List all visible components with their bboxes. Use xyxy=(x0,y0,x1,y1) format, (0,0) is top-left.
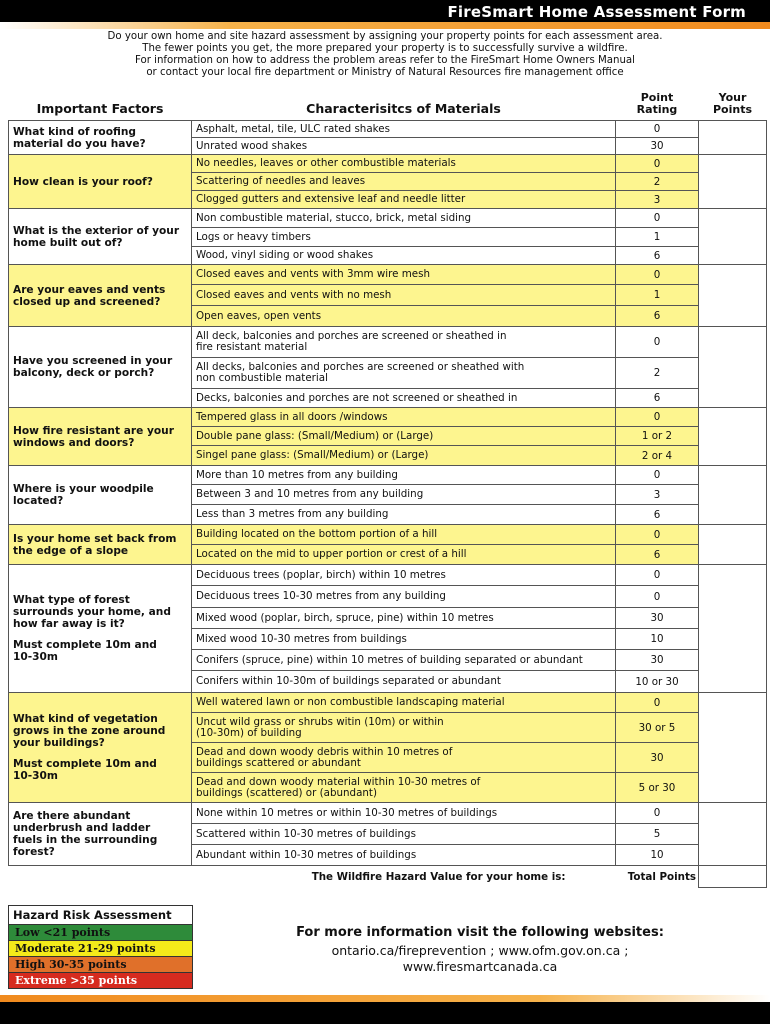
factor-question-line: closed up and screened? xyxy=(13,295,161,308)
factor-question-line: your buildings? xyxy=(13,737,105,749)
factor-question xyxy=(9,121,192,155)
characteristic-cell: Scattering of needles and leaves xyxy=(192,173,616,191)
point-rating-cell: 0 xyxy=(616,586,699,608)
point-rating-cell: 10 or 30 xyxy=(616,671,699,693)
factor-question xyxy=(9,466,192,525)
characteristic-cell: Tempered glass in all doors /windows xyxy=(192,408,616,427)
table-row xyxy=(9,155,767,173)
characteristic-cell: Between 3 and 10 metres from any building xyxy=(192,485,616,505)
factor-question-line: 10-30m xyxy=(13,770,58,782)
characteristic-line: buildings scattered or abundant xyxy=(196,756,361,769)
characteristic-line: (10-30m) of building xyxy=(196,726,302,739)
your-points-field[interactable] xyxy=(699,155,767,209)
footer-black-band xyxy=(0,1002,770,1024)
factor-question-line: What kind of roofing xyxy=(13,125,136,138)
point-rating-cell: 2 or 4 xyxy=(616,446,699,466)
point-rating-cell: 30 or 5 xyxy=(616,713,699,743)
characteristic-cell: Deciduous trees (poplar, birch) within 10 metres xyxy=(192,565,616,586)
intro-line: Do your own home and site hazard assessment by assigning your property points for each assessment area. xyxy=(107,31,663,42)
factor-question xyxy=(9,693,192,803)
factors-header: Important Factors xyxy=(36,101,164,116)
point-rating-cell: 30 xyxy=(616,608,699,629)
factor-question-line: located? xyxy=(13,495,64,507)
point-rating-cell: 6 xyxy=(616,306,699,327)
point-rating-cell: 0 xyxy=(616,265,699,285)
point-rating-cell: 5 or 30 xyxy=(616,773,699,803)
more-info xyxy=(200,925,760,975)
table-row xyxy=(9,121,767,138)
total-points-label: Total Points xyxy=(627,870,696,883)
factor-question-line: underbrush and ladder xyxy=(13,822,151,834)
point-rating-cell: 1 xyxy=(616,285,699,306)
factor-question-line: balcony, deck or porch? xyxy=(13,367,155,379)
intro-line: For information on how to address the problem areas refer to the FireSmart Home Owners Manual xyxy=(134,55,636,66)
your-points-field[interactable] xyxy=(699,209,767,265)
factor-question-line: What type of forest xyxy=(13,594,130,606)
point-rating-cell: 0 xyxy=(616,155,699,173)
table-row xyxy=(9,327,767,358)
footer-orange-stripe xyxy=(0,995,770,1002)
your-points-field[interactable] xyxy=(699,265,767,327)
table-header-row xyxy=(9,90,767,121)
point-rating-cell: 6 xyxy=(616,389,699,408)
characteristic-cell: Building located on the bottom portion of a hill xyxy=(192,525,616,545)
point-rating-cell: 1 or 2 xyxy=(616,427,699,446)
point-rating-cell: 6 xyxy=(616,545,699,565)
factor-question-line xyxy=(13,749,187,758)
characteristic-cell: Conifers (spruce, pine) within 10 metres of building separated or abundant xyxy=(192,650,616,671)
characteristic-cell: Abundant within 10-30 metres of buildings xyxy=(192,845,616,866)
characteristic-line: Dead and down woody debris within 10 metres of xyxy=(196,745,453,758)
factor-question xyxy=(9,209,192,265)
point-rating-cell: 2 xyxy=(616,173,699,191)
factor-question-line: home built out of? xyxy=(13,236,123,249)
characteristic-cell: Unrated wood shakes xyxy=(192,138,616,155)
point-rating-cell: 30 xyxy=(616,138,699,155)
form-title: FireSmart Home Assessment Form xyxy=(447,3,746,21)
total-points-field[interactable] xyxy=(699,866,767,888)
point-rating-cell: 0 xyxy=(616,565,699,586)
your-points-field[interactable] xyxy=(699,525,767,565)
point-rating-cell: 0 xyxy=(616,327,699,358)
point-rating-cell: 30 xyxy=(616,743,699,773)
your-points-header xyxy=(699,90,767,121)
characteristic-cell: Conifers within 10-30m of buildings separated or abundant xyxy=(192,671,616,693)
table-row xyxy=(9,408,767,427)
table-row xyxy=(9,565,767,586)
factor-question-line: the edge of a slope xyxy=(13,544,129,557)
table-row xyxy=(9,803,767,824)
characteristic-cell: No needles, leaves or other combustible materials xyxy=(192,155,616,173)
your-points-field[interactable] xyxy=(699,803,767,866)
factor-question-line: Are there abundant xyxy=(13,810,131,822)
factor-question-line: Where is your woodpile xyxy=(13,483,154,495)
characteristic-line: fire resistant material xyxy=(196,341,308,353)
your-points-field[interactable] xyxy=(699,565,767,693)
table-footer-row xyxy=(9,866,767,888)
intro-line: The fewer points you get, the more prepared your property is to successfully survive a wildfire. xyxy=(142,43,628,54)
point-rating-cell: 0 xyxy=(616,121,699,138)
factor-question-line: Must complete 10m and xyxy=(13,639,157,651)
characteristic-cell: Deciduous trees 10-30 metres from any building xyxy=(192,586,616,608)
table-row xyxy=(9,265,767,285)
point-rating-cell: 0 xyxy=(616,209,699,228)
point-rating-cell: 3 xyxy=(616,485,699,505)
header-bar xyxy=(0,0,770,26)
your-points-field[interactable] xyxy=(699,466,767,525)
characteristic-line: All decks, balconies and porches are screened or sheathed with xyxy=(196,361,525,373)
point-rating-cell: 30 xyxy=(616,650,699,671)
your-points-header-line2: Points xyxy=(712,103,753,116)
assessment-table xyxy=(8,90,767,888)
characteristic-cell: Scattered within 10-30 metres of buildings xyxy=(192,824,616,845)
header-orange-stripe xyxy=(0,22,770,29)
characteristic-cell xyxy=(192,327,616,358)
factor-question-line: Have you screened in your xyxy=(13,355,173,367)
characteristic-cell: Open eaves, open vents xyxy=(192,306,616,327)
more-info-links-line1[interactable]: ontario.ca/fireprevention ; www.ofm.gov.on.ca ; xyxy=(331,943,629,958)
table-row xyxy=(9,693,767,713)
characteristic-cell: More than 10 metres from any building xyxy=(192,466,616,485)
your-points-field[interactable] xyxy=(699,693,767,803)
characteristic-cell: Singel pane glass: (Small/Medium) or (Large) xyxy=(192,446,616,466)
characteristic-cell: Decks, balconies and porches are not screened or sheathed in xyxy=(192,389,616,408)
factor-question xyxy=(9,155,192,209)
characteristic-cell: Closed eaves and vents with no mesh xyxy=(192,285,616,306)
characteristic-cell xyxy=(192,773,616,803)
risk-level-extreme: Extreme >35 points xyxy=(9,972,192,988)
factor-question xyxy=(9,803,192,866)
characteristic-cell: Asphalt, metal, tile, ULC rated shakes xyxy=(192,121,616,138)
characteristic-line: Dead and down woody material within 10-30 metres of xyxy=(196,775,481,788)
characteristic-cell xyxy=(192,358,616,389)
factor-question-line: How fire resistant are your xyxy=(13,424,174,437)
characteristic-cell: None within 10 metres or within 10-30 metres of buildings xyxy=(192,803,616,824)
factor-question-line: fuels in the surrounding xyxy=(13,834,158,846)
characteristic-cell: Non combustible material, stucco, brick, metal siding xyxy=(192,209,616,228)
hazard-value-label: The Wildfire Hazard Value for your home is: xyxy=(311,870,566,883)
characteristic-cell: Clogged gutters and extensive leaf and needle litter xyxy=(192,191,616,209)
your-points-header-line1: Your xyxy=(718,91,747,104)
intro-text xyxy=(40,31,730,79)
point-rating-cell: 3 xyxy=(616,191,699,209)
point-rating-cell: 10 xyxy=(616,629,699,650)
factor-question-line: What kind of vegetation xyxy=(13,713,158,725)
hazard-risk-legend xyxy=(8,905,193,989)
point-rating-cell: 0 xyxy=(616,466,699,485)
characteristic-cell: Double pane glass: (Small/Medium) or (Large) xyxy=(192,427,616,446)
factor-question-line: Are your eaves and vents xyxy=(13,283,166,296)
factor-question xyxy=(9,525,192,565)
table-row xyxy=(9,209,767,228)
factor-question-line: how far away is it? xyxy=(13,618,125,630)
factor-question-line: Must complete 10m and xyxy=(13,758,157,770)
more-info-heading: For more information visit the following websites: xyxy=(296,925,664,940)
point-rating-cell: 6 xyxy=(616,505,699,525)
characteristics-header: Characterisitcs of Materials xyxy=(306,101,501,116)
factor-question-line: grows in the zone around xyxy=(13,725,166,737)
characteristic-cell: Mixed wood 10-30 metres from buildings xyxy=(192,629,616,650)
point-rating-cell: 0 xyxy=(616,525,699,545)
point-rating-cell: 0 xyxy=(616,693,699,713)
table-row xyxy=(9,466,767,485)
point-rating-cell: 10 xyxy=(616,845,699,866)
your-points-field[interactable] xyxy=(699,121,767,155)
point-rating-cell: 2 xyxy=(616,358,699,389)
point-rating-header xyxy=(616,90,699,121)
factor-question-line: material do you have? xyxy=(13,137,146,150)
characteristic-line: buildings (scattered) or (abundant) xyxy=(196,786,377,799)
factor-question-line: How clean is your roof? xyxy=(13,175,153,188)
characteristic-cell xyxy=(192,713,616,743)
characteristic-cell: Located on the mid to upper portion or crest of a hill xyxy=(192,545,616,565)
factor-question-line: surrounds your home, and xyxy=(13,606,171,618)
factor-question-line xyxy=(13,630,187,639)
factor-question-line: windows and doors? xyxy=(13,436,135,449)
your-points-field[interactable] xyxy=(699,408,767,466)
intro-line: or contact your local fire department or Ministry of Natural Resources fire management office xyxy=(146,67,624,78)
point-rating-header-line1: Point xyxy=(640,91,674,104)
factor-question xyxy=(9,565,192,693)
characteristic-cell: Wood, vinyl siding or wood shakes xyxy=(192,247,616,265)
factor-question xyxy=(9,408,192,466)
your-points-field[interactable] xyxy=(699,327,767,408)
factor-question-line: forest? xyxy=(13,846,55,858)
characteristic-cell xyxy=(192,743,616,773)
point-rating-cell: 6 xyxy=(616,247,699,265)
characteristic-cell: Mixed wood (poplar, birch, spruce, pine) within 10 metres xyxy=(192,608,616,629)
point-rating-cell: 5 xyxy=(616,824,699,845)
point-rating-cell: 0 xyxy=(616,408,699,427)
risk-level-low: Low <21 points xyxy=(9,924,192,940)
characteristic-cell: Well watered lawn or non combustible landscaping material xyxy=(192,693,616,713)
characteristic-line: non combustible material xyxy=(196,372,328,384)
point-rating-cell: 0 xyxy=(616,803,699,824)
characteristic-cell: Closed eaves and vents with 3mm wire mesh xyxy=(192,265,616,285)
characteristic-line: All deck, balconies and porches are screened or sheathed in xyxy=(196,330,507,342)
factor-question xyxy=(9,265,192,327)
table-row xyxy=(9,525,767,545)
factor-question xyxy=(9,327,192,408)
point-rating-header-line2: Rating xyxy=(636,103,678,116)
footer-bar xyxy=(0,995,770,1024)
factor-question-line: Is your home set back from xyxy=(13,532,177,545)
factor-question-line: What is the exterior of your xyxy=(13,224,180,237)
characteristic-line: Uncut wild grass or shrubs witin (10m) or within xyxy=(196,715,444,728)
risk-level-moderate: Moderate 21-29 points xyxy=(9,940,192,956)
characteristic-cell: Logs or heavy timbers xyxy=(192,228,616,247)
hazard-risk-heading: Hazard Risk Assessment xyxy=(9,906,192,924)
more-info-links-line2[interactable]: www.firesmartcanada.ca xyxy=(402,959,558,974)
table-body xyxy=(9,121,767,866)
point-rating-cell: 1 xyxy=(616,228,699,247)
characteristic-cell: Less than 3 metres from any building xyxy=(192,505,616,525)
factor-question-line: 10-30m xyxy=(13,651,58,663)
risk-level-high: High 30-35 points xyxy=(9,956,192,972)
